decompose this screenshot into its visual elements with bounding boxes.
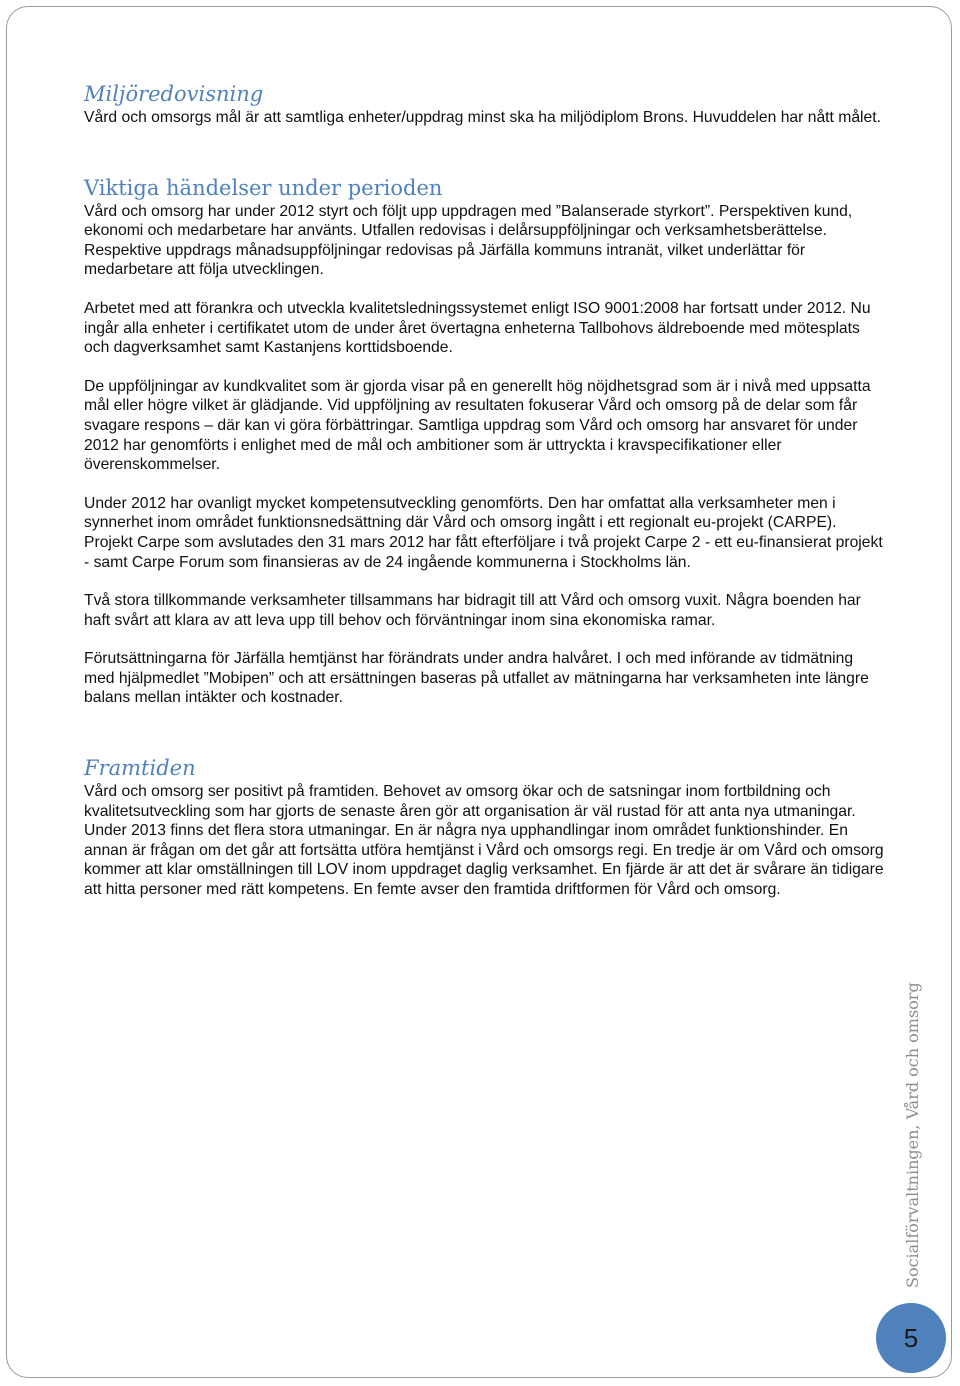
paragraph: Förutsättningarna för Järfälla hemtjänst har förändrats under andra halvåret. I och med införande av tidmätning med hjälpmedlet ”Mobipen” och att ersättningen baseras på utfallet av mätningarna har verksamheten inte längre balans mellan intäkter och kostnader. (84, 650, 869, 707)
section-heading-framtiden: Framtiden (84, 756, 196, 781)
paragraph: Under 2013 finns det flera stora utmaningar. En är några nya upphandlingar inom området funktionshinder. En annan är frågan om det går att fortsätta utföra hemtjänst i Vård och omsorgs regi. En tredje är om Vård och omsorg kommer att klar omställningen till LOV inom uppdraget daglig verksamhet. En fjärde är att det är svårare än tidigare att hitta personer med rätt kompetens. En femte avser den framtida driftformen för Vård och omsorg. (84, 822, 884, 899)
paragraph: Vård och omsorg ser positivt på framtiden. Behovet av omsorg ökar och de satsningar inom fortbildning och kvalitetsutveckling som har gjorts de senaste åren gör att organisation är väl rustad för att anta nya utmaningar. (84, 783, 856, 820)
page-number: 5 (903, 1322, 919, 1353)
section-heading-viktiga-handelser: Viktiga händelser under perioden (84, 175, 443, 200)
section-framtiden (84, 754, 884, 900)
page-number-badge (876, 1303, 946, 1373)
paragraph: Under 2012 har ovanligt mycket kompetensutveckling genomförts. Den har omfattat alla verksamheter men i synnerhet inom området funktionsnedsättning där Vård och omsorg ingått i ett regionalt eu-projekt (CARPE). Projekt Carpe som avslutades den 31 mars 2012 har fått efterföljare i två projekt Carpe 2 - ett eu-finansierat projekt - samt Carpe Forum som finansieras av de 24 ingående kommunerna i Stockholms län. (84, 494, 883, 571)
paragraph: Vård och omsorgs mål är att samtliga enheter/uppdrag minst ska ha miljödiplom Brons. Huvuddelen har nått målet. (84, 109, 881, 126)
section-heading-miljoredovisning: Miljöredovisning (84, 82, 264, 106)
footer-side-text: Socialförvaltningen, Vård och omsorg (903, 982, 922, 1288)
paragraph: Vård och omsorg har under 2012 styrt och följt upp uppdragen med ”Balanserade styrkort”. Perspektiven kund, ekonomi och medarbetare har använts. Utfallen redovisas i delårsuppföljningar och verksamhetsberättelse. Respektive uppdrags månadsuppföljningar redovisas på Järfälla kommuns intranät, vilket underlättar för medarbetare att följa utvecklingen. (84, 202, 853, 279)
section-miljoredovisning (84, 80, 884, 128)
document-body (84, 80, 884, 900)
paragraph: De uppföljningar av kundkvalitet som är gjorda visar på en generellt hög nöjdhetsgrad som är i nivå med uppsatta mål eller högre vilket är glädjande. Vid uppföljning av resultaten fokuserar Vård och omsorg på de delar som får svagare respons – där kan vi göra förbättringar. Samtliga uppdrag som Vård och omsorg har ansvaret för under 2012 har genomförts i enlighet med de mål och ambitioner som är uttryckta i kravspecifikationer eller överenskommelser. (84, 377, 871, 474)
paragraph: Arbetet med att förankra och utveckla kvalitetsledningssystemet enligt ISO 9001:2008 har fortsatt under 2012. Nu ingår alla enheter i certifikatet utom de under året övertagna enheterna Tallbohovs äldreboende med mötesplats och dagverksamhet samt Kastanjens korttidsboende. (84, 299, 871, 357)
paragraph: Två stora tillkommande verksamheter tillsammans har bidragit till att Vård och omsorg vuxit. Några boenden har haft svårt att klara av att leva upp till behov och förväntningar inom sina ekonomiska ramar. (84, 592, 861, 629)
section-viktiga-handelser (84, 174, 884, 708)
